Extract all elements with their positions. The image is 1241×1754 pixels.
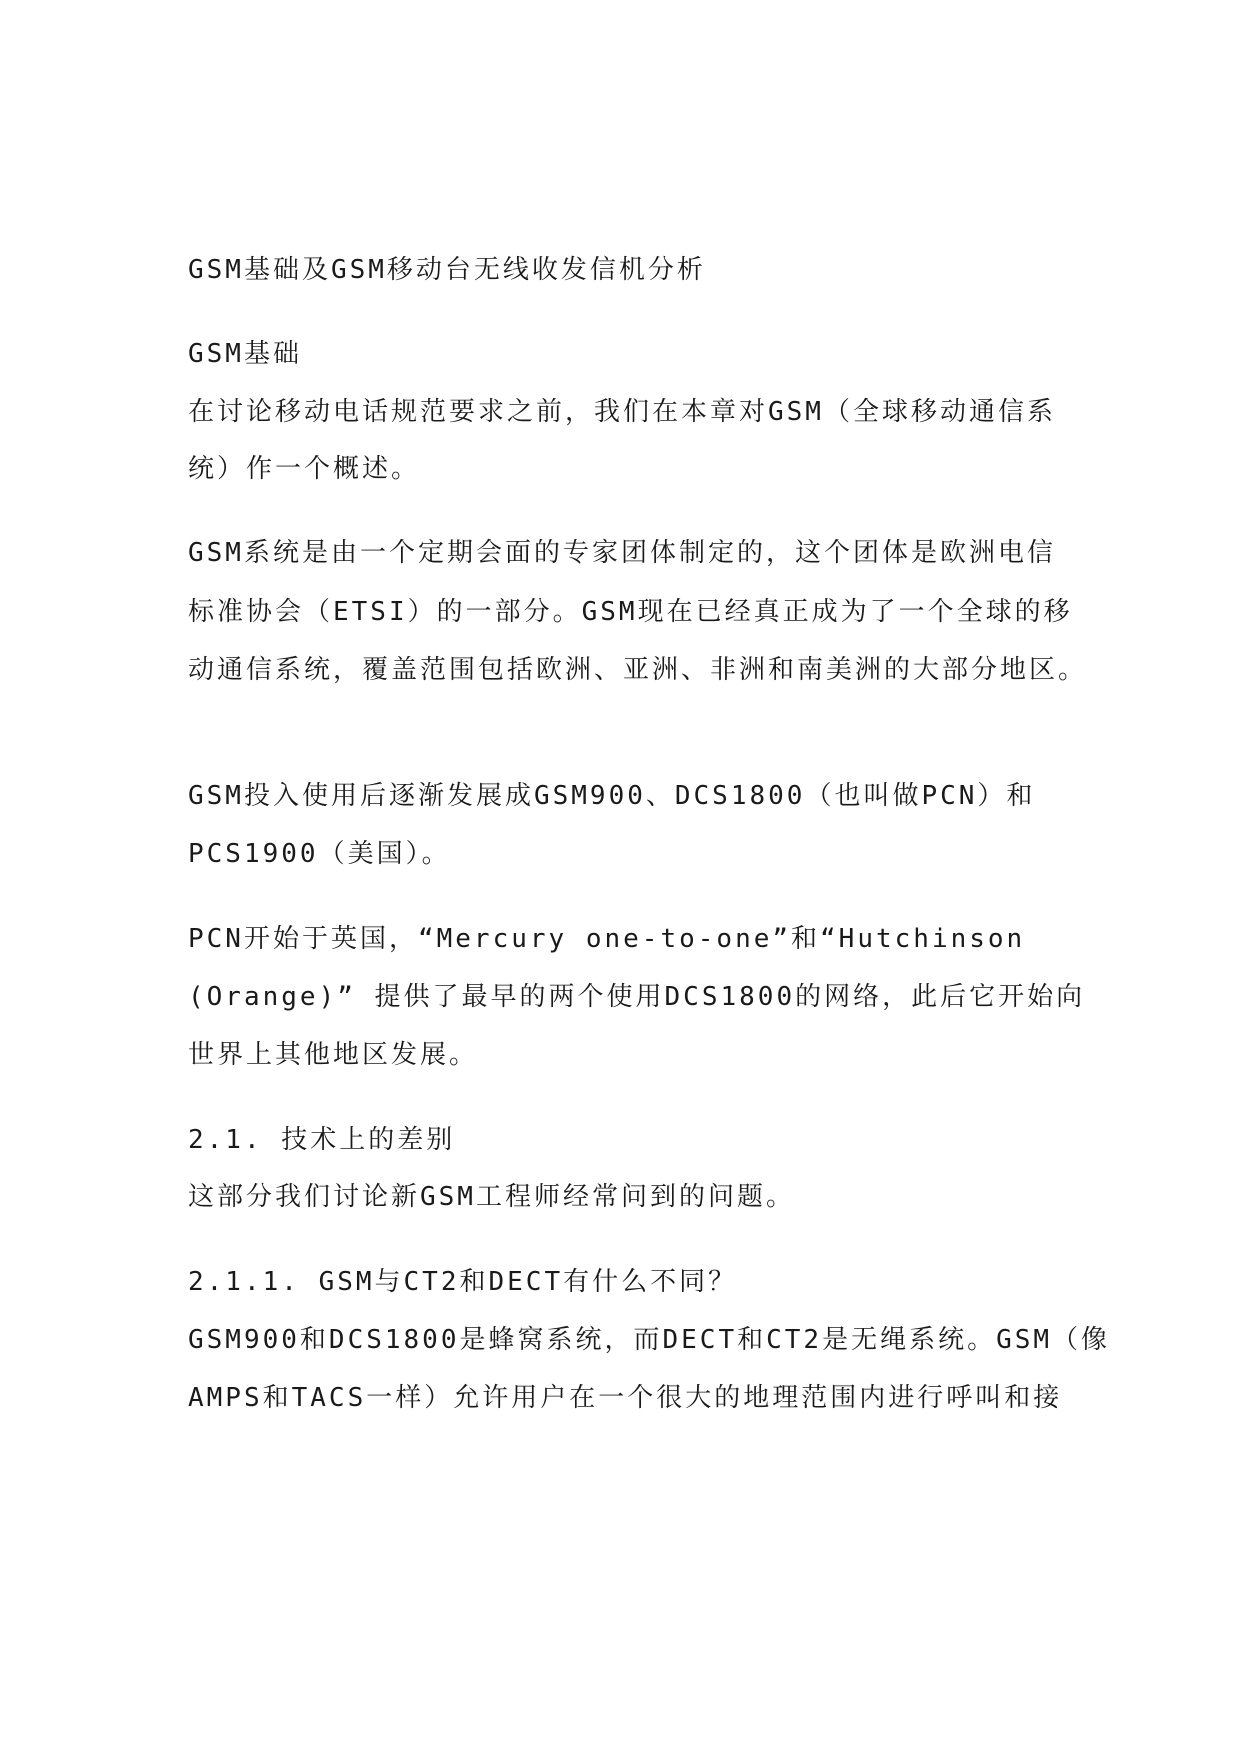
subsection-heading: 2.1. 技术上的差别	[188, 1125, 456, 1155]
paragraph-line: 标准协会（ETSI）的一部分。GSM现在已经真正成为了一个全球的移	[188, 597, 1073, 627]
paragraph-line: 动通信系统，覆盖范围包括欧洲、亚洲、非洲和南美洲的大部分地区。	[188, 655, 1088, 685]
paragraph-line: (Orange)” 提供了最早的两个使用DCS1800的网络，此后它开始向	[188, 982, 1086, 1012]
paragraph-line: 统）作一个概述。	[188, 454, 421, 484]
paragraph-line: 在讨论移动电话规范要求之前，我们在本章对GSM（全球移动通信系	[188, 397, 1056, 427]
subsection-heading: 2.1.1. GSM与CT2和DECT有什么不同？	[188, 1267, 738, 1297]
paragraph-line: PCN开始于英国，“Mercury one-to-one”和“Hutchinson	[188, 924, 1026, 954]
paragraph-line: AMPS和TACS一样）允许用户在一个很大的地理范围内进行呼叫和接	[188, 1383, 1063, 1413]
paragraph-line: GSM投入使用后逐渐发展成GSM900、DCS1800（也叫做PCN）和	[188, 781, 1036, 811]
paragraph-line: GSM系统是由一个定期会面的专家团体制定的，这个团体是欧洲电信	[188, 538, 1056, 568]
paragraph-line: PCS1900（美国）。	[188, 839, 451, 869]
paragraph-line: GSM900和DCS1800是蜂窝系统，而DECT和CT2是无绳系统。GSM（像	[188, 1325, 1111, 1355]
document-title: GSM基础及GSM移动台无线收发信机分析	[188, 255, 706, 285]
section-heading: GSM基础	[188, 339, 302, 369]
paragraph-line: 世界上其他地区发展。	[188, 1040, 479, 1070]
paragraph-line: 这部分我们讨论新GSM工程师经常问到的问题。	[188, 1182, 795, 1212]
